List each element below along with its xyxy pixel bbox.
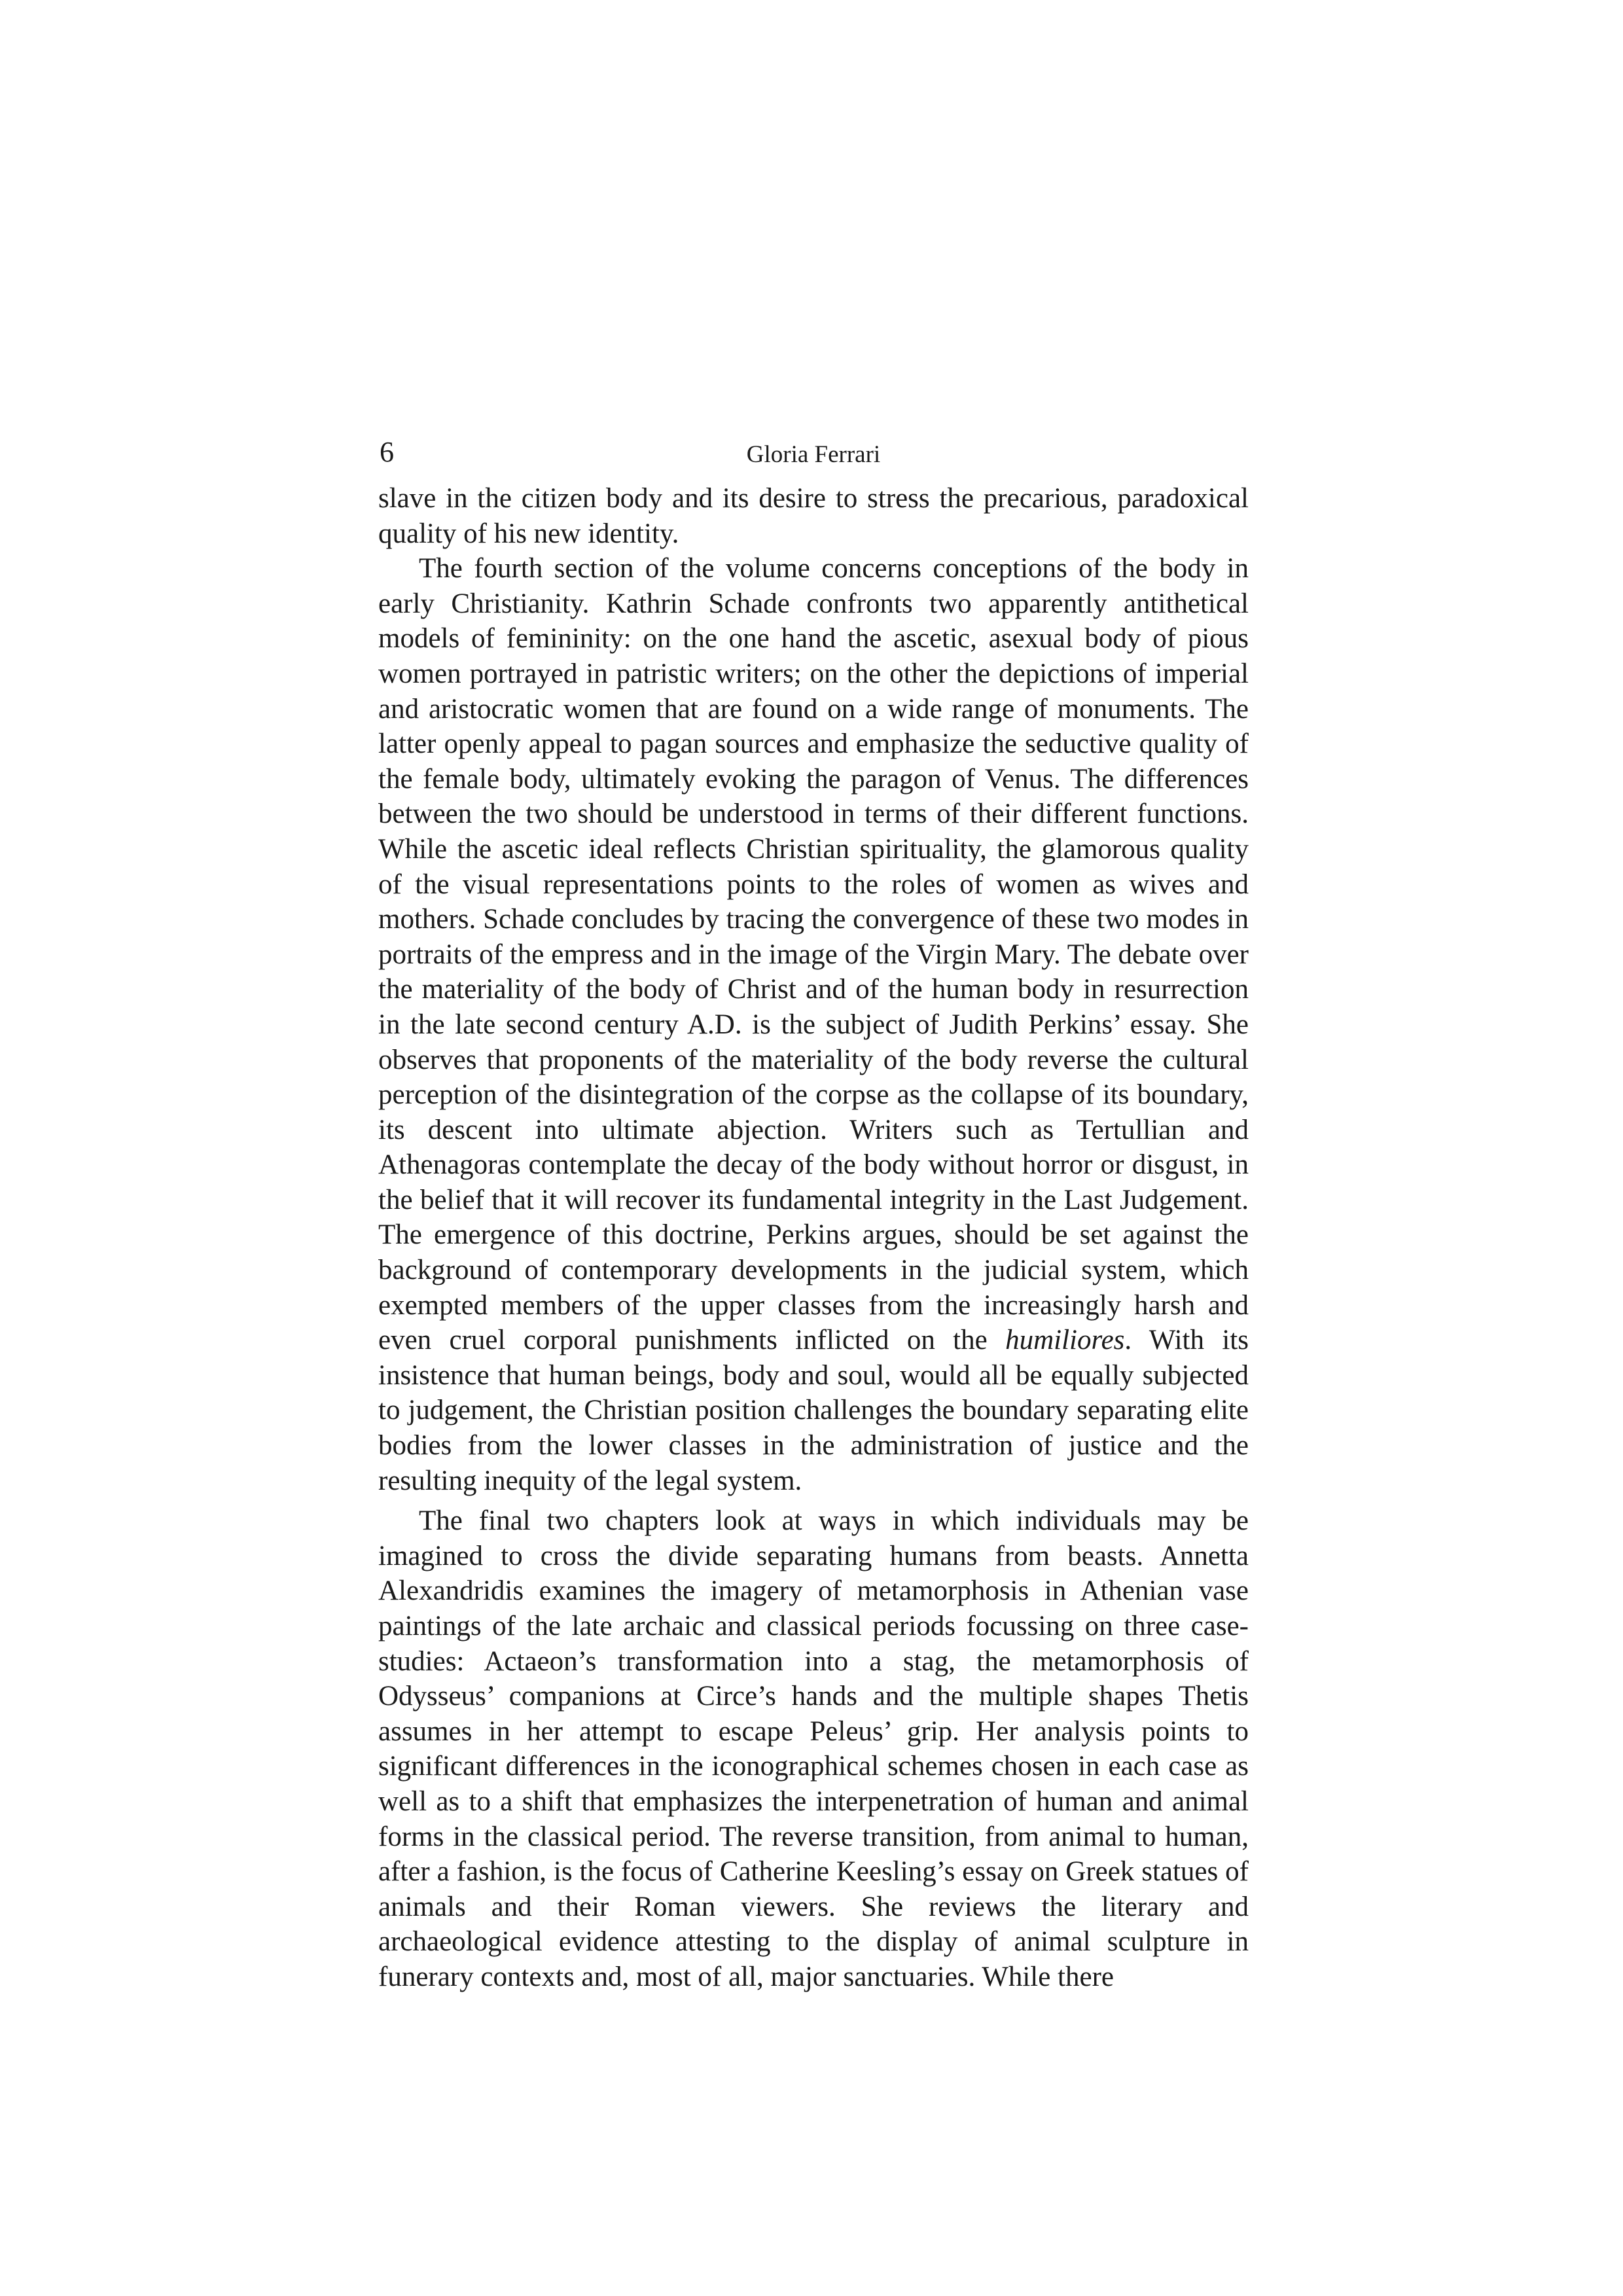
running-title: Gloria Ferrari	[746, 441, 881, 468]
paragraph-continuation: slave in the citizen body and its desire to stress the precarious, paradoxical quality of his new identity.	[378, 483, 1249, 549]
paragraph-early-christianity	[378, 551, 1249, 1498]
paragraph-text-part: The fourth section of the volume concerns conceptions of the body in early Christianity. Kathrin Schade confronts two apparently antithetical models of femininity: on the one hand the ascetic, asexual body of pious women portrayed in patristic writers; on the other the depictions of imperial and aristocratic women that are found on a wide range of monuments. The latter openly appeal to pagan sources and emphasize the seductive quality of the female body, ultimately evoking the paragon of Venus. The differences between the two should be understood in terms of their different functions. While the ascetic ideal reflects Christian spirituality, the glamorous quality of the visual representations points to the roles of women as wives and mothers. Schade concludes by tracing the convergence of these two modes in portraits of the empress and in the image of the Virgin Mary. The debate over the materiality of the body of Christ and of the human body in resurrection in the late second century A.D. is the subject of Judith Perkins’ essay. She observes that proponents of the materiality of the body reverse the cultural perception of the disintegration of the corpse as the collapse of its boundary, its descent into ultimate abjection. Writers such as Tertullian and Athenagoras contemplate the decay of the body without horror or disgust, in the belief that it will recover its fundamental integrity in the Last Judgement. The emergence of this doctrine, Perkins argues, should be set against the background of contemporary developments in the judicial system, which exempted members of the upper classes from the increasingly harsh and even cruel corporal punishments inflicted on the	[378, 553, 1249, 1356]
page-number: 6	[380, 436, 394, 468]
body-text	[378, 481, 1249, 1995]
paragraph-humans-and-beasts: The final two chapters look at ways in which individuals may be imagined to cross the divide separating humans from beasts. Annetta Alexandridis examines the imagery of metamorphosis in Athenian vase paintings of the late archaic and classical periods focussing on three case-studies: Actaeon’s transformation into a stag, the metamorphosis of Odysseus’ companions at Circe’s hands and the multiple shapes Thetis assumes in her attempt to escape Peleus’ grip. Her analysis points to significant differences in the iconographical schemes chosen in each case as well as to a shift that emphasizes the interpenetration of human and animal forms in the classical period. The reverse transition, from animal to human, after a fashion, is the focus of Catherine Keesling’s essay on Greek statues of animals and their Roman viewers. She reviews the literary and archaeological evidence attesting to the display of animal sculpture in funerary contexts and, most of all, major sanctuaries. While there	[378, 1505, 1249, 1992]
italic-term: humiliores	[1005, 1325, 1125, 1356]
book-page	[378, 435, 1249, 1995]
paragraph-text-part: . With its insistence that human beings, body and soul, would all be equally subjected to judgement, the Christian position challenges the boundary separating elite bodies from the lower classes in the administration of justice and the resulting inequity of the legal system.	[378, 1325, 1249, 1496]
running-head	[378, 435, 1249, 481]
